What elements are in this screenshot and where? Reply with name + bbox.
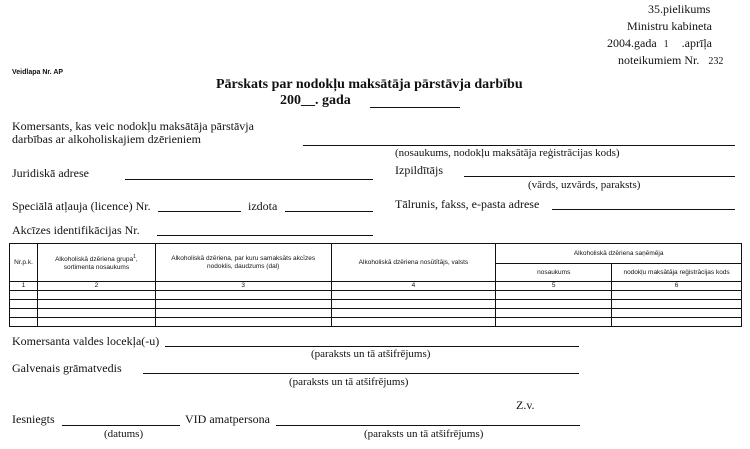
vid-official-caption: (paraksts un tā atšifrējums): [364, 428, 484, 440]
merchant-caption: (nosaukums, nodokļu maksātāja reģistrācijas kods): [395, 147, 620, 159]
issued-line[interactable]: [285, 211, 373, 212]
submitted-date-line[interactable]: [62, 425, 180, 426]
legal-address-line[interactable]: [125, 179, 373, 180]
merchant-label-line-2: darbības ar alkoholiskajiem dzērieniem: [12, 132, 201, 146]
column-number: 5: [496, 282, 612, 291]
table-row[interactable]: [10, 300, 742, 309]
phone-label: Tālrunis, fakss, e-pasta adrese: [395, 197, 540, 211]
form-code: Veidlapa Nr. AP: [12, 69, 64, 76]
legal-address-label: Juridiskā adrese: [12, 166, 89, 180]
executor-line[interactable]: [464, 176, 735, 177]
header-receiver-name: nosaukums: [496, 264, 612, 282]
vid-official-signature-line[interactable]: [276, 425, 580, 426]
chief-accountant-caption: (paraksts un tā atšifrējums): [289, 376, 409, 388]
column-number: 2: [37, 282, 155, 291]
report-table: [9, 243, 742, 327]
annex-line-3: [607, 36, 712, 51]
table-row[interactable]: [10, 309, 742, 318]
header-receiver-code: nodokļu maksātāja reģistrācijas kods: [612, 264, 742, 282]
table-row[interactable]: [10, 291, 742, 300]
header-amount: Alkoholiskā dzēriena, par kuru samaksāts akcīzes nodoklis, daudzums (dal): [155, 244, 331, 282]
executor-label: Izpildītājs: [395, 163, 443, 177]
table-row[interactable]: [10, 318, 742, 327]
header-group-text-a: Alkoholiskā dzēriena grupa: [55, 256, 134, 264]
annex-regulation-prefix: noteikumiem Nr.: [618, 53, 700, 67]
phone-line[interactable]: [552, 209, 735, 210]
column-number: 3: [155, 282, 331, 291]
executor-caption: (vārds, uzvārds, paraksts): [528, 179, 641, 191]
annex-line-4: [618, 53, 723, 68]
column-number-row: [10, 282, 742, 291]
annex-date-day: 1: [663, 39, 669, 50]
board-member-label: Komersanta valdes locekļa(-u): [12, 334, 160, 348]
annex-line-1: 35.pielikums: [648, 2, 711, 16]
board-member-caption: (paraksts un tā atšifrējums): [311, 348, 431, 360]
year-date-line[interactable]: [370, 107, 460, 108]
report-title: Pārskats par nodokļu maksātāja pārstāvja darbību: [216, 77, 523, 92]
special-permit-line[interactable]: [158, 211, 241, 212]
header-nr: Nr.p.k.: [10, 244, 38, 282]
date-caption: (datums): [104, 428, 144, 440]
excise-id-line[interactable]: [157, 235, 373, 236]
column-number: 1: [10, 282, 38, 291]
annex-date-suffix: .aprīļa: [681, 36, 712, 50]
excise-id-label: Akcīzes identifikācijas Nr.: [12, 223, 140, 237]
report-year: 200__. gada: [280, 93, 351, 108]
chief-accountant-signature-line[interactable]: [143, 373, 579, 374]
annex-regulation-number: 232: [708, 56, 724, 67]
annex-date-prefix: 2004.gada: [607, 36, 657, 50]
header-group-text-b: , sortimenta nosaukums: [63, 256, 138, 272]
merchant-label-line-1: Komersants, kas veic nodokļu maksātāja pārstāvja: [12, 119, 254, 133]
issued-label: izdota: [248, 199, 278, 213]
stamp-place: Z.v.: [516, 398, 535, 412]
special-permit-label: Speciālā atļauja (licence) Nr.: [12, 199, 151, 213]
header-group-footnote: 1: [133, 253, 136, 260]
column-number: 4: [331, 282, 496, 291]
column-number: 6: [612, 282, 742, 291]
annex-line-2: Ministru kabineta: [627, 19, 712, 33]
vid-official-label: VID amatpersona: [185, 412, 270, 426]
merchant-input-line[interactable]: [303, 145, 735, 146]
chief-accountant-label: Galvenais grāmatvedis: [12, 361, 122, 375]
header-sender: Alkoholiskā dzēriena nosūtītājs, valsts: [331, 244, 496, 282]
header-group: [37, 244, 155, 282]
board-member-signature-line[interactable]: [165, 346, 579, 347]
submitted-label: Iesniegts: [12, 412, 55, 426]
header-receiver: Alkoholiskā dzēriena saņēmēja: [496, 244, 742, 264]
